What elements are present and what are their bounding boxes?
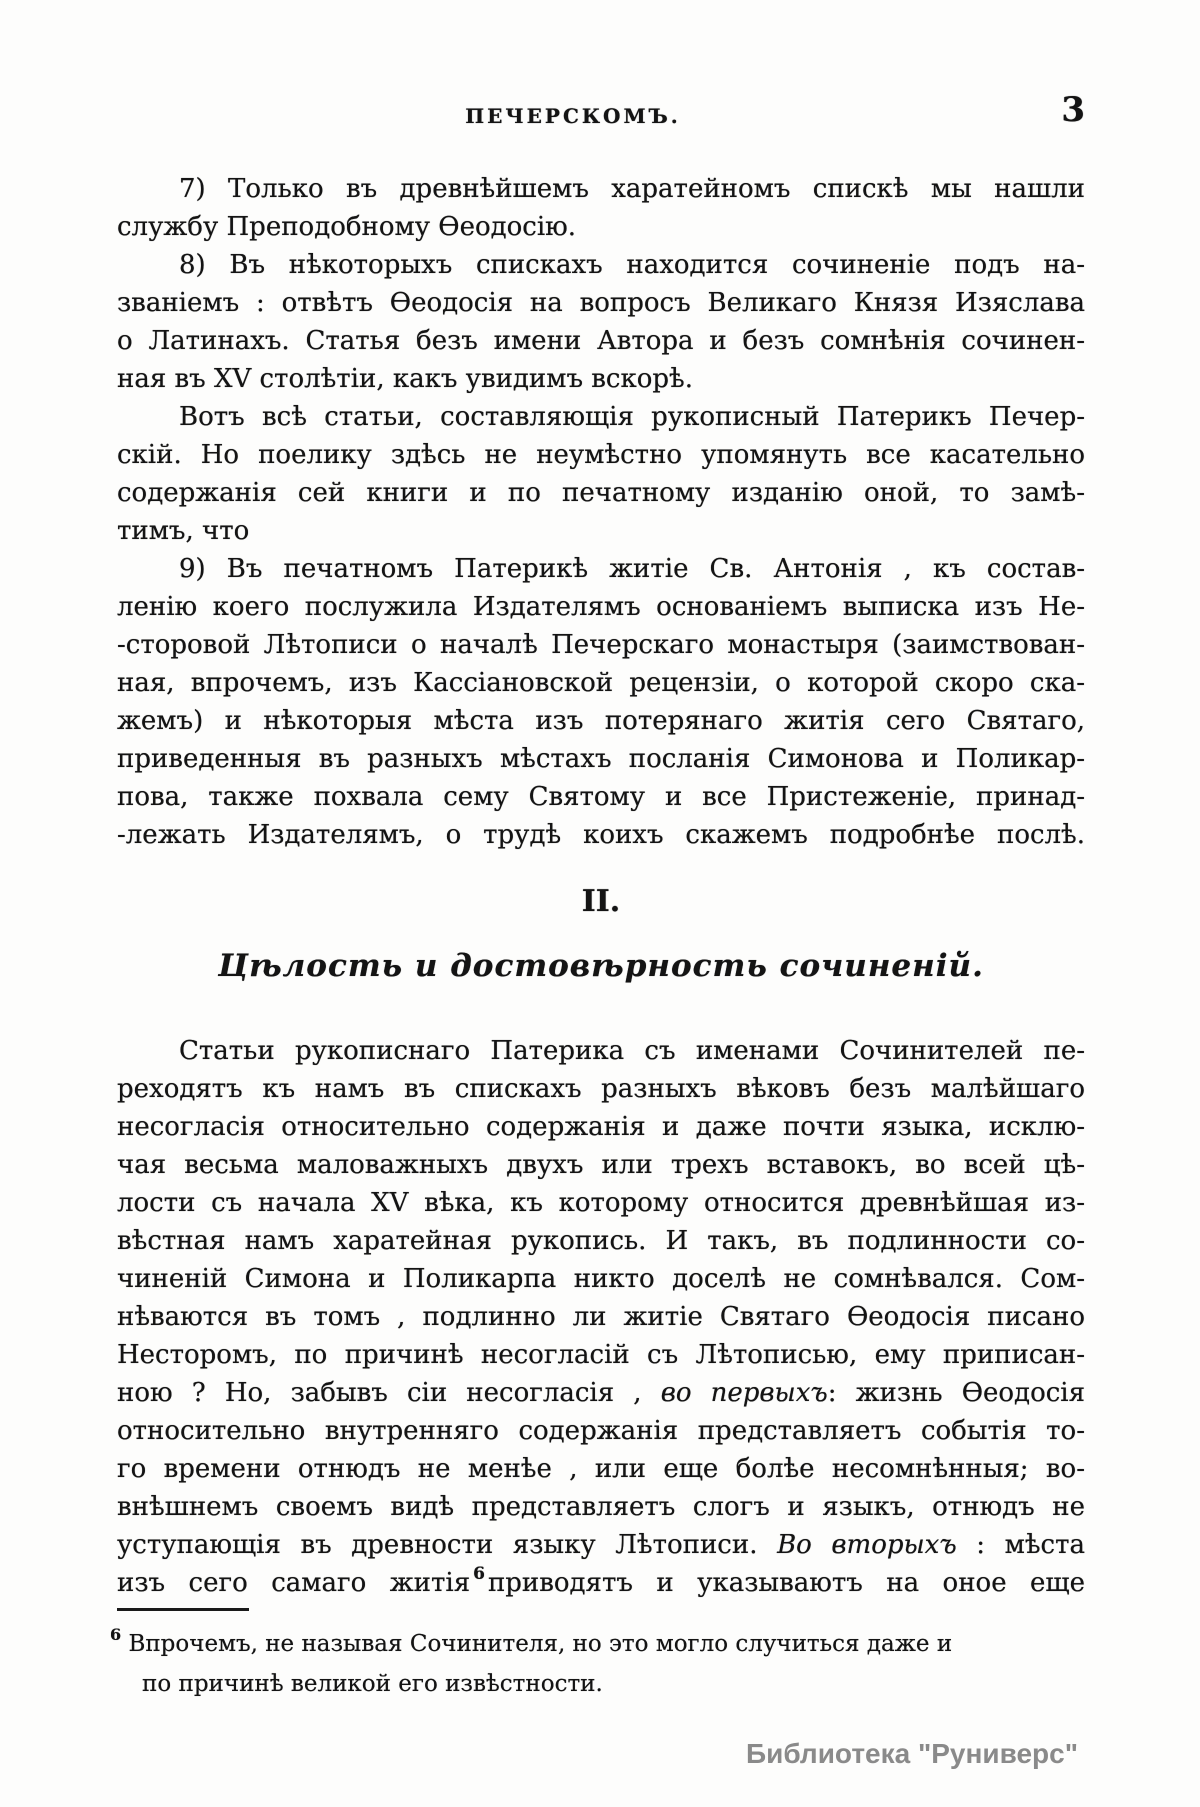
text-line: относительно внутренняго содержанія представляетъ событія то- [117, 1416, 1085, 1446]
text-line: скій. Но поелику здѣсь не неумѣстно упомянуть все касательно [117, 440, 1085, 470]
page-number: 3 [1061, 90, 1085, 130]
text-line: Вотъ всѣ статьи, составляющія рукописный Патерикъ Печер- [179, 402, 1085, 432]
footnote-line: по причинѣ великой его извѣстности. [142, 1671, 603, 1697]
footnote-reference: 6 [473, 1564, 485, 1585]
text-line: Статьи рукописнаго Патерика съ именами Сочинителей пе- [179, 1036, 1085, 1066]
text-line: тимъ, что [117, 516, 250, 546]
text-line: нѣваются въ томъ , подлинно ли житіе Святаго Ѳеодосія писано [117, 1302, 1085, 1332]
section-number: II. [581, 884, 621, 919]
text-line: приведенныя въ разныхъ мѣстахъ посланія Симонова и Поликар- [117, 744, 1085, 774]
text-segment: ною ? Но, забывъ сіи несогласія , [117, 1378, 661, 1408]
paragraph-8 [117, 246, 1085, 398]
text-line: Несторомъ, по причинѣ несогласій съ Лѣтописью, ему приписан- [117, 1340, 1085, 1370]
text-line: реходятъ къ намъ въ спискахъ разныхъ вѣковъ безъ малѣйшаго [117, 1074, 1085, 1104]
text-line [117, 1526, 1085, 1564]
text-line: чая весьма маловажныхъ двухъ или трехъ вставокъ, во всей цѣ- [117, 1150, 1085, 1180]
running-title: ПЕЧЕРСКОМЪ. [465, 104, 681, 128]
text-line: -лежать Издателямъ, о трудѣ коихъ скажемъ подробнѣе послѣ. [117, 820, 1085, 850]
body-text-lower [117, 1032, 1085, 1602]
italic-phrase: во первыхъ [660, 1378, 828, 1408]
text-segment: уступающія въ древности языку Лѣтописи. [117, 1530, 778, 1560]
text-line: званіемъ : отвѣтъ Ѳеодосія на вопросъ Великаго Князя Изяслава [117, 288, 1085, 318]
text-line: чиненій Симона и Поликарпа никто доселѣ не сомнѣвался. Сом- [117, 1264, 1085, 1294]
paragraph-10 [117, 1032, 1085, 1602]
text-line: несогласія относительно содержанія и даже почти языка, исклю- [117, 1112, 1085, 1142]
italic-phrase: Во вторыхъ [777, 1530, 957, 1560]
text-line: вѣстная намъ харатейная рукопись. И такъ, въ подлинности со- [117, 1226, 1085, 1256]
text-line: го времени отнюдъ не менѣе , или еще болѣе несомнѣнныя; во- [117, 1454, 1085, 1484]
text-line: внѣшнемъ своемъ видѣ представляетъ слогъ и языкъ, отнюдъ не [117, 1492, 1085, 1522]
footnote-text: Впрочемъ, не называя Сочинителя, но это могло случиться даже и [128, 1631, 953, 1657]
text-line: лости съ начала XV вѣка, къ которому относится древнѣйшая из- [117, 1188, 1085, 1218]
text-line: пова, также похвала сему Святому и все Пристеженіе, принад- [117, 782, 1085, 812]
footnote-marker: 6 [110, 1625, 122, 1645]
paragraph-7 [117, 170, 1085, 246]
text-segment: : мѣста [956, 1530, 1085, 1560]
paragraph-vot [117, 398, 1085, 550]
text-line: службу Преподобному Ѳеодосію. [117, 212, 577, 242]
body-text-upper [117, 170, 1085, 854]
text-line [117, 1564, 1085, 1602]
text-line [117, 1374, 1085, 1412]
text-line: жемъ) и нѣкоторыя мѣста изъ потерянаго житія сего Святаго, [117, 706, 1085, 736]
text-line: о Латинахъ. Статья безъ имени Автора и безъ сомнѣнія сочинен- [117, 326, 1085, 356]
text-line: 7) Только въ древнѣйшемъ харатейномъ спискѣ мы нашли [179, 174, 1085, 204]
chapter-title: Цѣлость и достовѣрность сочиненій. [218, 948, 984, 984]
text-line: ная, впрочемъ, изъ Кассіановской рецензіи, о которой скоро ска- [117, 668, 1085, 698]
text-line: 9) Въ печатномъ Патерикѣ житіе Св. Антонія , къ состав- [179, 554, 1085, 584]
footnote-rule [117, 1608, 249, 1611]
text-line: 8) Въ нѣкоторыхъ спискахъ находится сочиненіе подъ на- [179, 250, 1085, 280]
paragraph-9 [117, 550, 1085, 854]
text-segment: приводятъ и указываютъ на оное еще [487, 1568, 1085, 1598]
footnote-line [110, 1624, 1060, 1664]
text-line: ная въ XV столѣтіи, какъ увидимъ вскорѣ. [117, 364, 693, 394]
footnote [110, 1624, 1060, 1704]
library-watermark: Библиотека "Руниверс" [745, 1738, 1078, 1769]
text-line: содержанія сей книги и по печатному изданію оной, то замѣ- [117, 478, 1085, 508]
text-line: -сторовой Лѣтописи о началѣ Печерскаго монастыря (заимствован- [117, 630, 1085, 660]
text-segment: изъ сего самаго житія [117, 1568, 471, 1598]
running-header [117, 90, 1085, 144]
text-segment: : жизнь Ѳеодосія [827, 1378, 1085, 1408]
text-line: ленію коего послужила Издателямъ основаніемъ выписка изъ Не- [117, 592, 1085, 622]
